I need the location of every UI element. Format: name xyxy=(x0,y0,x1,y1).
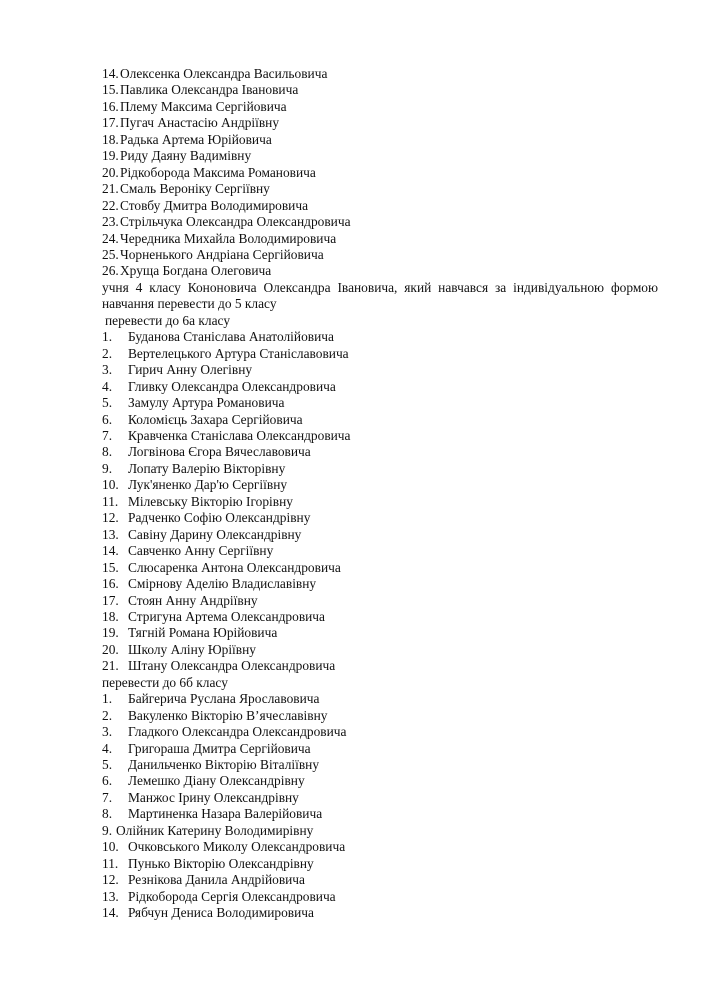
student-name: Штану Олександра Олександровича xyxy=(128,658,336,674)
item-number: 12. xyxy=(102,510,119,526)
list-item xyxy=(102,132,658,148)
item-number: 6. xyxy=(102,773,113,789)
list-item xyxy=(102,856,658,872)
student-name: Хруща Богдана Олеговича xyxy=(120,263,272,279)
student-name: Смірнову Аделію Владиславівну xyxy=(128,576,317,592)
item-number: 2. xyxy=(102,345,113,361)
item-number: 14. xyxy=(102,66,119,81)
student-list-continued xyxy=(102,66,658,280)
item-number: 23. xyxy=(102,214,119,230)
student-name: Савіну Дарину Олександрівну xyxy=(128,526,302,542)
list-item xyxy=(102,428,658,444)
student-name: Гливку Олександра Олександровича xyxy=(128,378,336,394)
list-item xyxy=(102,790,658,806)
item-number: 18. xyxy=(102,608,119,624)
list-item xyxy=(102,889,658,905)
item-number: 9. xyxy=(102,460,113,476)
student-name: Резнікова Данила Андрійовича xyxy=(128,872,305,888)
student-name: Смаль Вероніку Сергіївну xyxy=(120,181,270,197)
student-name: Лопату Валерію Вікторівну xyxy=(128,460,286,476)
student-name: Плему Максима Сергійовича xyxy=(120,98,287,114)
section-heading-6a: перевести до 6а класу xyxy=(105,312,231,328)
student-name: Рідкоборода Максима Романовича xyxy=(120,164,316,180)
list-item xyxy=(102,82,658,98)
list-item xyxy=(102,839,658,855)
student-name: Гирич Анну Олегівну xyxy=(128,362,253,378)
list-item xyxy=(102,263,658,279)
item-number: 15. xyxy=(102,559,119,575)
item-number: 8. xyxy=(102,806,113,822)
student-name: Радченко Софію Олександрівну xyxy=(128,510,311,526)
student-list-6b xyxy=(102,691,658,921)
list-item xyxy=(102,66,658,82)
student-name: Олійник Катерину Володимирівну xyxy=(116,822,314,838)
item-number: 4. xyxy=(102,740,113,756)
student-name: Замулу Артура Романовича xyxy=(128,395,285,411)
student-name: Стовбу Дмитра Володимировича xyxy=(120,197,309,213)
list-item xyxy=(102,642,658,658)
list-item xyxy=(102,593,658,609)
item-number: 22. xyxy=(102,197,119,213)
student-name: Вертелецького Артура Станіславовича xyxy=(128,345,349,361)
list-item xyxy=(102,773,658,789)
item-number: 20. xyxy=(102,164,119,180)
list-item xyxy=(102,691,658,707)
item-number: 5. xyxy=(102,757,113,773)
list-item xyxy=(102,214,658,230)
list-item xyxy=(102,181,658,197)
student-name: Чорненького Андріана Сергійовича xyxy=(120,246,324,262)
student-name: Логвінова Єгора Вячеславовича xyxy=(128,444,311,460)
student-name: Пугач Анастасію Андріївну xyxy=(120,115,280,131)
student-name: Мілевську Вікторію Ігорівну xyxy=(128,493,293,509)
list-item xyxy=(102,165,658,181)
item-number: 18. xyxy=(102,131,119,147)
item-number: 14. xyxy=(102,543,119,559)
list-item xyxy=(102,461,658,477)
item-number: 25. xyxy=(102,246,119,262)
item-number: 21. xyxy=(102,181,119,197)
student-name: Коломієць Захара Сергійовича xyxy=(128,411,303,427)
item-number: 2. xyxy=(102,707,113,723)
student-name: Пунько Вікторію Олександрівну xyxy=(128,855,314,871)
list-item xyxy=(102,543,658,559)
item-number: 14. xyxy=(102,905,119,921)
document-page xyxy=(102,66,658,922)
item-number: 24. xyxy=(102,230,119,246)
list-item xyxy=(102,444,658,460)
student-name: Лемешко Діану Олександрівну xyxy=(128,773,305,789)
item-number: 26. xyxy=(102,263,119,279)
list-item xyxy=(102,231,658,247)
student-name: Радька Артема Юрійовича xyxy=(120,131,272,147)
item-number: 15. xyxy=(102,82,119,98)
list-item xyxy=(102,510,658,526)
list-item xyxy=(102,609,658,625)
list-item xyxy=(102,741,658,757)
item-number: 5. xyxy=(102,395,113,411)
list-item xyxy=(102,148,658,164)
student-name: Рідкоборода Сергія Олександровича xyxy=(128,888,336,904)
item-number: 13. xyxy=(102,888,119,904)
item-number: 9. xyxy=(102,822,113,838)
list-item xyxy=(102,757,658,773)
list-item xyxy=(102,724,658,740)
student-name: Чередника Михайла Володимировича xyxy=(120,230,337,246)
list-item xyxy=(102,362,658,378)
item-number: 11. xyxy=(102,855,119,871)
student-name: Олексенка Олександра Васильовича xyxy=(120,66,328,81)
item-number: 17. xyxy=(102,592,119,608)
list-item xyxy=(102,576,658,592)
item-number: 1. xyxy=(102,691,113,707)
student-name: Савченко Анну Сергіївну xyxy=(128,543,274,559)
list-item xyxy=(102,708,658,724)
item-number: 10. xyxy=(102,477,119,493)
student-name: Кравченка Станіслава Олександровича xyxy=(128,427,351,443)
student-name: Стрільчука Олександра Олександровича xyxy=(120,214,351,230)
item-number: 8. xyxy=(102,444,113,460)
item-number: 7. xyxy=(102,427,113,443)
item-number: 16. xyxy=(102,576,119,592)
student-name: Григораша Дмитра Сергійовича xyxy=(128,740,311,756)
item-number: 17. xyxy=(102,115,119,131)
list-item xyxy=(102,477,658,493)
student-name: Манжос Ірину Олександрівну xyxy=(128,789,299,805)
list-item xyxy=(102,494,658,510)
item-number: 7. xyxy=(102,789,113,805)
item-number: 11. xyxy=(102,493,119,509)
student-name: Тягній Романа Юрійовича xyxy=(128,625,278,641)
list-item xyxy=(102,379,658,395)
item-number: 10. xyxy=(102,839,119,855)
section-heading-6b: перевести до 6б класу xyxy=(102,674,228,690)
list-item xyxy=(102,329,658,345)
list-item xyxy=(102,872,658,888)
item-number: 3. xyxy=(102,724,113,740)
student-name: Слюсаренка Антона Олександровича xyxy=(128,559,341,575)
student-name: Лук'яненко Дар'ю Сергіївну xyxy=(128,477,288,493)
student-name: Вакуленко Вікторію В’ячеславівну xyxy=(128,707,328,723)
list-item xyxy=(102,527,658,543)
list-item xyxy=(102,823,658,839)
transfer-paragraph: учня 4 класу Кононовича Олександра Івановича, який навчався за індивідуальною формою навчання перевести до 5 класу xyxy=(102,279,658,312)
student-name: Мартиненка Назара Валерійовича xyxy=(128,806,323,822)
item-number: 19. xyxy=(102,148,119,164)
list-item xyxy=(102,198,658,214)
list-item xyxy=(102,395,658,411)
student-list-6a xyxy=(102,329,658,675)
item-number: 12. xyxy=(102,872,119,888)
list-item xyxy=(102,247,658,263)
student-name: Стригуна Артема Олександровича xyxy=(128,608,325,624)
student-name: Школу Аліну Юріївну xyxy=(128,641,256,657)
student-name: Гладкого Олександра Олександровича xyxy=(128,724,347,740)
student-name: Стоян Анну Андріївну xyxy=(128,592,258,608)
list-item xyxy=(102,905,658,921)
item-number: 3. xyxy=(102,362,113,378)
student-name: Рябчун Дениса Володимировича xyxy=(128,905,314,921)
student-name: Очковського Миколу Олександровича xyxy=(128,839,346,855)
list-item xyxy=(102,99,658,115)
list-item xyxy=(102,658,658,674)
list-item xyxy=(102,346,658,362)
student-name: Павлика Олександра Івановича xyxy=(120,82,299,98)
item-number: 13. xyxy=(102,526,119,542)
item-number: 4. xyxy=(102,378,113,394)
item-number: 16. xyxy=(102,98,119,114)
list-item xyxy=(102,560,658,576)
list-item xyxy=(102,115,658,131)
student-name: Буданова Станіслава Анатолійовича xyxy=(128,329,334,345)
list-item xyxy=(102,806,658,822)
item-number: 6. xyxy=(102,411,113,427)
list-item xyxy=(102,625,658,641)
item-number: 21. xyxy=(102,658,119,674)
student-name: Данильченко Вікторію Віталіївну xyxy=(128,757,320,773)
item-number: 19. xyxy=(102,625,119,641)
list-item xyxy=(102,412,658,428)
student-name: Риду Даяну Вадимівну xyxy=(120,148,252,164)
item-number: 1. xyxy=(102,329,113,345)
student-name: Байгерича Руслана Ярославовича xyxy=(128,691,320,707)
item-number: 20. xyxy=(102,641,119,657)
